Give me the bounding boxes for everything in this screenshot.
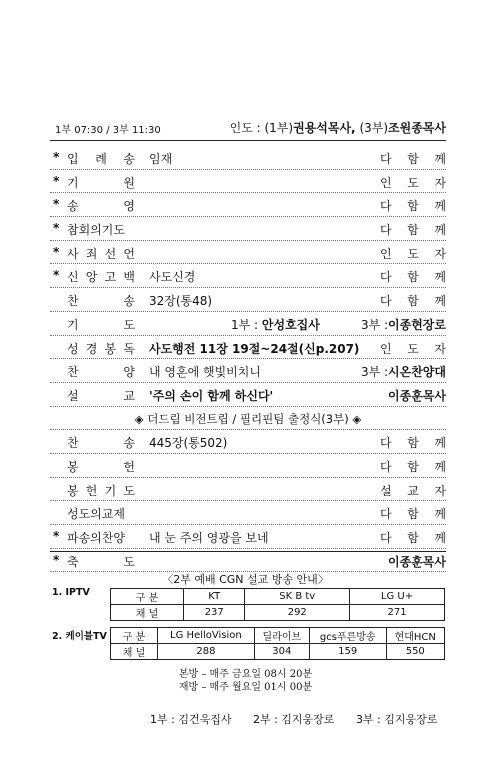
- item-leader: [380, 458, 446, 475]
- worship-order: [50, 146, 446, 572]
- order-row: [50, 430, 446, 454]
- label-char: 헌: [85, 483, 98, 498]
- announcement: ◈ 더드림 비전트립 / 필리핀팀 출정식(3부) ◈: [134, 411, 362, 426]
- leader-1: 권용석목사,: [293, 121, 356, 135]
- top-rule: [50, 140, 446, 141]
- leader-name: 이종훈목사: [388, 554, 446, 569]
- leader-name: 시온찬양대: [388, 365, 446, 380]
- item-mid: [231, 316, 320, 333]
- item-label: [67, 316, 135, 333]
- cable-table: [110, 627, 445, 660]
- item-content: 사도신경: [149, 270, 196, 285]
- item-label: [67, 340, 135, 357]
- footer-credit: 1부 : 김건욱집사: [150, 713, 232, 726]
- leader-char: 함: [407, 199, 419, 214]
- label-char: 송: [67, 199, 79, 214]
- cable-header: 현대HCN: [386, 628, 444, 644]
- label-char: 독: [123, 341, 135, 356]
- item-label: [67, 245, 135, 262]
- label-char: 양: [123, 365, 135, 380]
- cable-header-row: [111, 628, 445, 644]
- iptv-channel: 271: [350, 605, 445, 621]
- main-air-schedule: 본방 – 매주 금요일 08시 20분: [178, 669, 313, 680]
- order-row: [50, 407, 446, 431]
- label-char: 찬: [67, 365, 79, 380]
- order-row: [50, 312, 446, 336]
- item-leader: [380, 482, 446, 499]
- leader-char: 자: [434, 341, 446, 356]
- leader-char: 설: [380, 483, 392, 498]
- label-char: 참회의기도: [67, 223, 125, 238]
- label-char: 경: [85, 341, 98, 356]
- leader-char: 께: [434, 294, 446, 309]
- label-char: 도: [123, 554, 135, 569]
- cable-channel: 159: [309, 644, 386, 660]
- item-label: [67, 553, 135, 570]
- order-row: [50, 288, 446, 312]
- label-char: 례: [95, 152, 107, 166]
- item-label: [67, 197, 135, 214]
- item-label: [67, 434, 135, 451]
- stand-marker: *: [53, 197, 60, 212]
- iptv-table: [110, 588, 445, 621]
- stand-marker: *: [53, 268, 60, 283]
- label-char: 봉: [67, 459, 79, 474]
- label-char: 기: [67, 317, 79, 332]
- iptv-header: LG U+: [350, 589, 445, 605]
- broadcast-title: 〈2부 예배 CGN 설교 방송 안내〉: [162, 573, 329, 586]
- item-leader: [380, 434, 446, 451]
- item-leader: [380, 529, 446, 546]
- footer-credit: 2부 : 김지웅장로: [252, 713, 335, 726]
- item-content: 사도행전 11장 19절~24절(신p.207): [149, 341, 360, 356]
- item-leader: [380, 292, 446, 309]
- order-row: [50, 193, 446, 217]
- label-char: 도: [123, 483, 135, 498]
- leader-2: 조원종목사: [388, 121, 446, 135]
- cable-label: 2. 케이블TV: [52, 631, 107, 642]
- item-leader: [361, 316, 446, 333]
- leader-char: 께: [434, 152, 446, 166]
- item-label: [67, 387, 135, 404]
- label-char: 헌: [123, 459, 135, 474]
- label-char: 도: [123, 317, 135, 332]
- label-char: 기: [104, 483, 117, 498]
- label-char: 사: [67, 246, 79, 261]
- item-leader: [380, 245, 446, 262]
- iptv-header-row: [111, 589, 445, 605]
- footer-credits: [150, 711, 455, 727]
- leader-char: 인: [380, 246, 392, 261]
- item-label: [67, 150, 135, 167]
- item-label: [67, 268, 135, 285]
- label-char: 기: [67, 175, 79, 190]
- leader-char: 다: [380, 199, 392, 214]
- order-row: [50, 264, 446, 288]
- label-char: 선: [104, 246, 117, 261]
- order-row: [50, 501, 446, 525]
- order-row: [50, 359, 446, 383]
- iptv-channel: 237: [184, 605, 245, 621]
- leader-char: 께: [434, 531, 446, 545]
- item-leader: [380, 340, 446, 357]
- leader-char: 다: [380, 507, 392, 522]
- leader-char: 다: [380, 294, 392, 309]
- label-char: 송: [123, 294, 135, 309]
- leader-char: 다: [380, 270, 392, 285]
- cable-channel: 288: [158, 644, 255, 660]
- leader-char: 함: [407, 152, 419, 166]
- cable-channel: 304: [254, 644, 309, 660]
- label-char: 언: [123, 246, 135, 261]
- item-label: [67, 505, 135, 522]
- item-label: [67, 174, 135, 191]
- service-times: 1부 07:30 / 3부 11:30: [55, 125, 161, 136]
- leader-char: 다: [380, 531, 392, 545]
- label-char: 송: [123, 436, 135, 451]
- leader-name: 이종현장로: [388, 317, 446, 332]
- leaders: [230, 119, 446, 136]
- mid-name: 안성호집사: [261, 317, 320, 332]
- leader-char: 인: [380, 341, 392, 356]
- label-char: 성도의교제: [67, 507, 125, 522]
- label-char: 축: [67, 554, 79, 569]
- item-leader: [361, 363, 446, 380]
- leader-char: 자: [434, 246, 446, 261]
- cable-header: gcs푸른방송: [309, 628, 386, 644]
- item-content: 내 눈 주의 영광을 보네: [149, 531, 269, 545]
- label-char: 파송의찬양: [67, 531, 125, 545]
- item-leader: [380, 197, 446, 214]
- order-row: [50, 454, 446, 478]
- item-leader: [388, 553, 446, 570]
- iptv-channel: 292: [245, 605, 350, 621]
- cable-header: LG HelloVision: [158, 628, 255, 644]
- order-row: [50, 170, 446, 194]
- order-row: [50, 217, 446, 241]
- iptv-channel: 채 널: [111, 605, 184, 621]
- order-row: [50, 241, 446, 265]
- item-content: '주의 손이 함께 하신다': [149, 388, 274, 403]
- label-char: 설: [67, 388, 79, 403]
- leader-char: 함: [407, 459, 419, 474]
- label-char: 교: [123, 388, 135, 403]
- stand-marker: *: [53, 244, 60, 259]
- stand-marker: *: [53, 552, 60, 567]
- leader-char: 께: [434, 459, 446, 474]
- leader-prefix: 3부 :: [360, 317, 389, 332]
- leader-char: 함: [407, 507, 419, 522]
- leader-mid: (3부): [355, 121, 389, 135]
- order-row: [50, 383, 446, 407]
- leader-char: 다: [380, 459, 392, 474]
- bottom-rule: [50, 551, 446, 552]
- cable-channel-row: [111, 644, 445, 660]
- leader-char: 함: [407, 294, 419, 309]
- item-leader: [380, 221, 446, 238]
- order-row: [50, 525, 446, 549]
- cable-header: 구 분: [111, 628, 158, 644]
- order-row: [50, 336, 446, 360]
- stand-marker: *: [53, 221, 60, 236]
- cable-header: 딜라이브: [254, 628, 309, 644]
- item-leader: [380, 505, 446, 522]
- item-label: [67, 529, 135, 546]
- label-char: 원: [123, 175, 135, 190]
- label-char: 송: [123, 152, 135, 166]
- leader-char: 자: [434, 175, 446, 190]
- label-char: 입: [67, 152, 79, 166]
- item-leader: [380, 150, 446, 167]
- mid-prefix: 1부 :: [231, 317, 262, 332]
- label-char: 찬: [67, 436, 79, 451]
- label-char: 봉: [104, 341, 117, 356]
- leader-char: 도: [407, 246, 419, 261]
- item-label: [67, 458, 135, 475]
- iptv-header: SK B tv: [245, 589, 350, 605]
- footer-credit: 3부 : 김지웅장로: [355, 713, 438, 726]
- iptv-channel-row: [111, 605, 445, 621]
- order-row: [50, 146, 446, 170]
- leader-char: 께: [434, 507, 446, 522]
- re-air-schedule: 재방 – 매주 월요일 01시 00분: [178, 682, 313, 693]
- leader-char: 함: [407, 436, 419, 451]
- item-content: 임재: [149, 152, 173, 166]
- leader-char: 께: [434, 270, 446, 285]
- label-char: 찬: [67, 294, 79, 309]
- label-char: 고: [104, 270, 117, 285]
- item-leader: [380, 174, 446, 191]
- item-label: [67, 221, 135, 238]
- label-char: 성: [67, 341, 79, 356]
- label-char: 죄: [85, 246, 98, 261]
- iptv-label: 1. IPTV: [52, 587, 90, 598]
- order-row: [50, 549, 446, 573]
- stand-marker: *: [53, 173, 60, 188]
- stand-marker: *: [53, 150, 60, 164]
- label-char: 영: [123, 199, 135, 214]
- leader-char: 함: [407, 531, 419, 545]
- iptv-header: KT: [184, 589, 245, 605]
- label-char: 봉: [67, 483, 79, 498]
- leader-char: 다: [380, 223, 392, 238]
- item-content: 445장(통502): [149, 436, 228, 451]
- leader-char: 께: [434, 223, 446, 238]
- leader-char: 인: [380, 175, 392, 190]
- item-label: [67, 292, 135, 309]
- leader-char: 께: [434, 199, 446, 214]
- leader-prefix: 3부 :: [360, 365, 389, 380]
- leader-char: 함: [407, 223, 419, 238]
- label-char: 신: [67, 270, 79, 285]
- leader-char: 자: [434, 483, 446, 498]
- leader-char: 교: [407, 483, 419, 498]
- item-label: [67, 482, 135, 499]
- leader-char: 께: [434, 436, 446, 451]
- leader-prefix: 인도 : (1부): [229, 121, 294, 135]
- leader-name: 이종훈목사: [388, 388, 446, 403]
- leader-char: 함: [407, 270, 419, 285]
- iptv-header: 구 분: [111, 589, 184, 605]
- item-leader: [388, 387, 446, 404]
- leader-char: 도: [407, 341, 419, 356]
- item-label: [67, 363, 135, 380]
- leader-char: 다: [380, 152, 392, 166]
- item-content: 32장(통48): [149, 294, 213, 309]
- item-content: 내 영혼에 햇빛비치니: [149, 365, 261, 380]
- leader-char: 도: [407, 175, 419, 190]
- order-row: [50, 478, 446, 502]
- stand-marker: *: [53, 529, 60, 543]
- cable-channel: 채 널: [111, 644, 158, 660]
- leader-char: 다: [380, 436, 392, 451]
- item-leader: [380, 268, 446, 285]
- cable-channel: 550: [386, 644, 444, 660]
- label-char: 백: [123, 270, 135, 285]
- label-char: 앙: [85, 270, 98, 285]
